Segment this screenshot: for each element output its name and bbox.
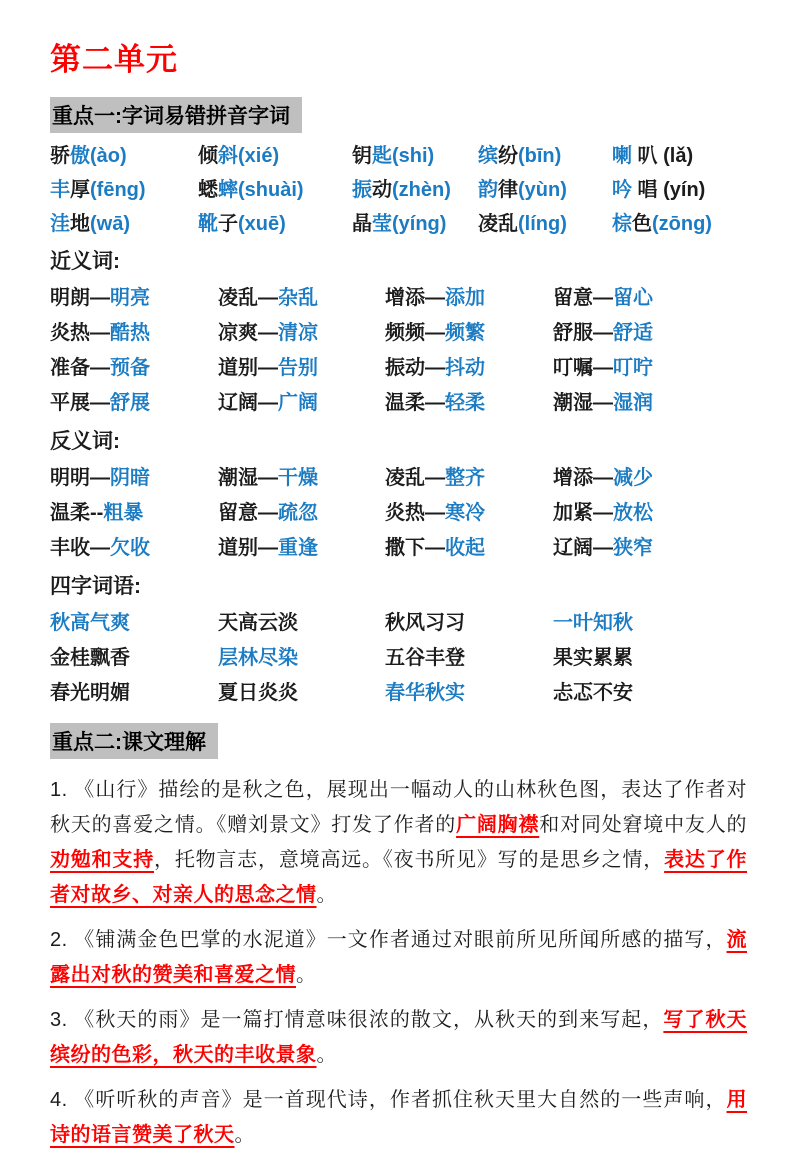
idiom: 五谷丰登 bbox=[385, 647, 465, 669]
pinyin-word: 晶莹(yíng) bbox=[352, 213, 447, 235]
section2-heading: 重点二:课文理解 bbox=[50, 723, 218, 759]
pinyin-word: 骄傲(ào) bbox=[50, 145, 127, 167]
idiom: 忐忑不安 bbox=[553, 682, 633, 704]
pinyin-word: 棕色(zōng) bbox=[612, 213, 712, 235]
synonym-pair: 凉爽—清凉 bbox=[218, 322, 318, 344]
comprehension-paragraph-2: 2. 《铺满金色巴掌的水泥道》一文作者通过对眼前所见所闻所感的描写，流露出对秋的赞美和喜爱之情。 bbox=[50, 929, 747, 986]
pinyin-word: 韵律(yùn) bbox=[478, 179, 567, 201]
comprehension-paragraph-3: 3. 《秋天的雨》是一篇打情意味很浓的散文，从秋天的到来写起，写了秋天缤纷的色彩，秋天的丰收景象。 bbox=[50, 1009, 747, 1066]
synonym-pair: 明朗—明亮 bbox=[50, 287, 150, 309]
pinyin-row bbox=[50, 139, 747, 173]
synonym-pair: 道别—告别 bbox=[218, 357, 318, 379]
idiom: 秋高气爽 bbox=[50, 612, 130, 634]
synonym-pair: 振动—抖动 bbox=[385, 357, 485, 379]
idiom: 果实累累 bbox=[553, 647, 633, 669]
pinyin-word: 凌乱(líng) bbox=[478, 213, 567, 235]
synonym-pair: 凌乱—杂乱 bbox=[218, 287, 318, 309]
pinyin-word: 振动(zhèn) bbox=[352, 179, 451, 201]
antonym-pair: 增添—减少 bbox=[553, 467, 653, 489]
idiom: 春光明媚 bbox=[50, 682, 130, 704]
comprehension-paragraph-1: 1. 《山行》描绘的是秋之色，展现出一幅动人的山林秋色图，表达了作者对秋天的喜爱之情。《赠刘景文》打发了作者的广阔胸襟和对同处窘境中友人的劝勉和支持，托物言志，意境高远。《夜书所见》写的是思乡之情，表达了作者对故乡、对亲人的思念之情。 bbox=[50, 779, 748, 906]
synonym-pair: 炎热—酷热 bbox=[50, 322, 150, 344]
idiom: 春华秋实 bbox=[385, 682, 465, 704]
synonym-pair: 频频—频繁 bbox=[385, 322, 485, 344]
idiom: 金桂飘香 bbox=[50, 647, 130, 669]
synonym-pair: 叮嘱—叮咛 bbox=[553, 357, 653, 379]
synonym-row bbox=[50, 316, 747, 351]
pinyin-row bbox=[50, 173, 747, 207]
antonym-pair: 撒下—收起 bbox=[385, 537, 485, 559]
synonym-pair: 潮湿—湿润 bbox=[553, 392, 653, 414]
synonyms-label: 近义词: bbox=[50, 250, 120, 273]
pinyin-row bbox=[50, 207, 747, 241]
idiom: 夏日炎炎 bbox=[218, 682, 298, 704]
antonym-pair: 炎热—寒冷 bbox=[385, 502, 485, 524]
idiom: 天高云淡 bbox=[218, 612, 298, 634]
idiom: 一叶知秋 bbox=[553, 612, 633, 634]
four-char-label: 四字词语: bbox=[50, 575, 141, 598]
antonym-pair: 道别—重逢 bbox=[218, 537, 318, 559]
antonym-pair: 加紧—放松 bbox=[553, 502, 653, 524]
antonym-pair: 明明—阴暗 bbox=[50, 467, 150, 489]
pinyin-word: 吟 唱 (yín) bbox=[612, 179, 706, 201]
antonym-row bbox=[50, 531, 747, 566]
idiom-row bbox=[50, 676, 747, 711]
antonym-pair: 留意—疏忽 bbox=[218, 502, 318, 524]
synonym-row bbox=[50, 281, 747, 316]
pinyin-word: 钥匙(shi) bbox=[352, 145, 435, 167]
synonym-pair: 辽阔—广阔 bbox=[218, 392, 318, 414]
synonym-row bbox=[50, 386, 747, 421]
antonym-pair: 凌乱—整齐 bbox=[385, 467, 485, 489]
idiom-row bbox=[50, 606, 747, 641]
antonym-row bbox=[50, 496, 747, 531]
pinyin-word: 丰厚(fēng) bbox=[50, 179, 146, 201]
idiom: 秋风习习 bbox=[385, 612, 465, 634]
antonym-row bbox=[50, 461, 747, 496]
pinyin-word: 靴子(xuē) bbox=[198, 213, 286, 235]
comprehension-paragraphs bbox=[50, 773, 747, 1153]
pinyin-word: 倾斜(xié) bbox=[198, 145, 280, 167]
synonym-pair: 留意—留心 bbox=[553, 287, 653, 309]
antonyms-label: 反义词: bbox=[50, 430, 120, 453]
antonym-pair: 温柔--粗暴 bbox=[50, 502, 144, 524]
synonym-pair: 舒服—舒适 bbox=[553, 322, 653, 344]
pinyin-word: 蟋蟀(shuài) bbox=[198, 179, 304, 201]
antonym-pair: 丰收—欠收 bbox=[50, 537, 150, 559]
pinyin-word: 喇 叭 (lǎ) bbox=[612, 145, 694, 167]
section1-heading: 重点一:字词易错拼音字词 bbox=[50, 97, 302, 133]
comprehension-paragraph-4: 4. 《听听秋的声音》是一首现代诗，作者抓住秋天里大自然的一些声响，用诗的语言赞美了秋天。 bbox=[50, 1089, 747, 1146]
synonym-pair: 平展—舒展 bbox=[50, 392, 150, 414]
synonym-pair: 温柔—轻柔 bbox=[385, 392, 485, 414]
pinyin-word: 洼地(wā) bbox=[50, 213, 130, 235]
antonym-pair: 潮湿—干燥 bbox=[218, 467, 318, 489]
synonym-row bbox=[50, 351, 747, 386]
antonym-pair: 辽阔—狭窄 bbox=[553, 537, 653, 559]
synonym-pair: 准备—预备 bbox=[50, 357, 150, 379]
pinyin-word: 缤纷(bīn) bbox=[478, 145, 562, 167]
synonym-pair: 增添—添加 bbox=[385, 287, 485, 309]
idiom-row bbox=[50, 641, 747, 676]
page-title: 第二单元 bbox=[50, 42, 178, 77]
idiom: 层林尽染 bbox=[218, 647, 298, 669]
